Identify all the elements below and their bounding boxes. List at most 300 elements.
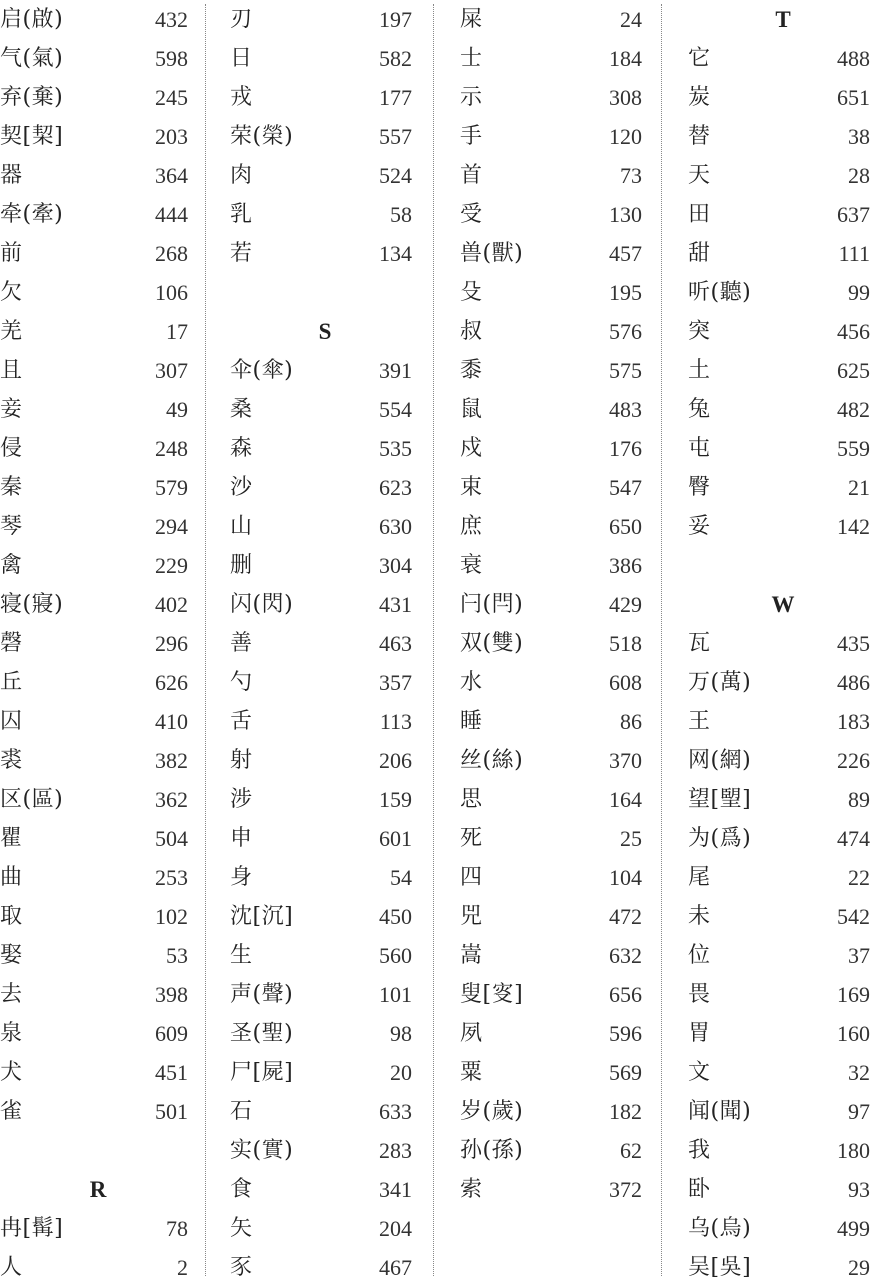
index-entry [460,390,650,429]
entry-page-number: 111 [838,241,870,266]
index-entry [688,897,878,936]
entry-page-number: 398 [155,982,188,1007]
entry-character: 删 [230,553,253,578]
index-entry [0,741,196,780]
entry-page-number: 456 [837,319,870,344]
entry-character: 水 [460,670,483,695]
entry-character: 为(爲) [688,826,752,851]
entry-page-number: 183 [837,709,870,734]
entry-page-number: 99 [848,280,870,305]
entry-character: 矢 [230,1216,253,1241]
entry-character: 瞿 [0,826,23,851]
entry-character: 若 [230,241,253,266]
entry-page-number: 410 [155,709,188,734]
index-entry [230,429,420,468]
entry-page-number: 54 [390,865,412,890]
entry-character: 善 [230,631,253,656]
entry-page-number: 160 [837,1021,870,1046]
blank-row [0,1131,196,1170]
index-entry [688,39,878,78]
entry-character: 网(網) [688,748,752,773]
index-entry [460,663,650,702]
index-entry [460,780,650,819]
index-entry [230,1170,420,1209]
entry-character: 森 [230,436,253,461]
index-entry [0,390,196,429]
index-entry [460,546,650,585]
index-entry [460,156,650,195]
entry-page-number: 245 [155,85,188,110]
index-entry [460,819,650,858]
index-entry [230,1014,420,1053]
index-entry [0,1209,196,1248]
entry-character: 肉 [230,163,253,188]
entry-page-number: 431 [379,592,412,617]
entry-character: 侵 [0,436,23,461]
entry-page-number: 203 [155,124,188,149]
entry-page-number: 53 [166,943,188,968]
index-entry [230,702,420,741]
entry-page-number: 294 [155,514,188,539]
index-entry [230,78,420,117]
index-entry [460,975,650,1014]
index-entry [230,1131,420,1170]
entry-character: 磬 [0,631,23,656]
index-entry [0,546,196,585]
entry-character: 位 [688,943,711,968]
index-entry [230,468,420,507]
index-entry [230,936,420,975]
entry-character: 庶 [460,514,483,539]
index-column-2 [230,0,420,1280]
index-entry [230,351,420,390]
index-entry [0,1014,196,1053]
index-entry [688,234,878,273]
entry-page-number: 101 [379,982,412,1007]
entry-page-number: 21 [848,475,870,500]
entry-character: 鼠 [460,397,483,422]
index-entry [460,78,650,117]
entry-page-number: 582 [379,46,412,71]
entry-character: 思 [460,787,483,812]
index-entry [230,156,420,195]
entry-character: 伞(傘) [230,358,294,383]
entry-character: 乌(烏) [688,1216,752,1241]
entry-character: 叔 [460,319,483,344]
index-entry [230,1092,420,1131]
entry-character: 食 [230,1177,253,1202]
index-entry [230,819,420,858]
entry-page-number: 432 [155,7,188,32]
entry-character: 沙 [230,475,253,500]
entry-character: 且 [0,358,23,383]
entry-page-number: 444 [155,202,188,227]
index-entry [688,780,878,819]
index-entry [460,0,650,39]
entry-character: 冉[髯] [0,1216,64,1241]
entry-page-number: 164 [609,787,642,812]
entry-character: 睡 [460,709,483,734]
index-entry [230,195,420,234]
index-entry [230,741,420,780]
index-entry [0,351,196,390]
entry-character: 夙 [460,1021,483,1046]
entry-page-number: 142 [837,514,870,539]
index-entry [460,1170,650,1209]
entry-page-number: 159 [379,787,412,812]
entry-character: 石 [230,1099,253,1124]
entry-character: 王 [688,709,711,734]
index-entry [0,1092,196,1131]
entry-page-number: 370 [609,748,642,773]
entry-character: 死 [460,826,483,851]
index-entry [0,897,196,936]
index-entry [230,897,420,936]
index-entry [688,624,878,663]
entry-character: 荣(榮) [230,124,294,149]
entry-page-number: 29 [848,1255,870,1280]
index-entry [230,0,420,39]
entry-page-number: 501 [155,1099,188,1124]
entry-character: 启(啟) [0,7,64,32]
entry-character: 叟[叜] [460,982,524,1007]
entry-character: 闻(聞) [688,1099,752,1124]
index-entry [460,897,650,936]
entry-page-number: 58 [390,202,412,227]
index-entry [688,702,878,741]
section-letter-heading: R [89,1177,107,1202]
entry-page-number: 120 [609,124,642,149]
index-entry [0,0,196,39]
entry-character: 尾 [688,865,711,890]
entry-character: 突 [688,319,711,344]
entry-page-number: 226 [837,748,870,773]
index-entry [688,819,878,858]
entry-page-number: 557 [379,124,412,149]
entry-character: 娶 [0,943,23,968]
index-entry [688,1053,878,1092]
index-entry [230,390,420,429]
entry-character: 示 [460,85,483,110]
index-entry [688,936,878,975]
index-entry [688,312,878,351]
index-entry [0,312,196,351]
entry-character: 刃 [230,7,253,32]
entry-page-number: 637 [837,202,870,227]
entry-character: 畏 [688,982,711,1007]
entry-character: 妾 [0,397,23,422]
index-entry [688,663,878,702]
entry-character: 申 [230,826,253,851]
index-entry [230,546,420,585]
entry-page-number: 20 [390,1060,412,1085]
entry-page-number: 623 [379,475,412,500]
index-entry [688,507,878,546]
entry-character: 兔 [688,397,711,422]
index-entry [230,39,420,78]
index-entry [460,1053,650,1092]
index-entry [0,702,196,741]
entry-character: 听(聽) [688,280,752,305]
index-entry [0,819,196,858]
entry-page-number: 113 [379,709,412,734]
entry-character: 吴[吳] [688,1255,752,1280]
entry-character: 丝(絲) [460,748,524,773]
index-entry [688,1092,878,1131]
entry-character: 琴 [0,514,23,539]
index-entry [230,585,420,624]
entry-page-number: 106 [155,280,188,305]
entry-character: 尸[屍] [230,1060,294,1085]
entry-page-number: 169 [837,982,870,1007]
index-entry [0,234,196,273]
entry-character: 羌 [0,319,23,344]
entry-page-number: 104 [609,865,642,890]
entry-page-number: 93 [848,1177,870,1202]
entry-character: 禽 [0,553,23,578]
entry-character: 粟 [460,1060,483,1085]
entry-character: 戍 [460,436,483,461]
entry-page-number: 542 [837,904,870,929]
entry-character: 妥 [688,514,711,539]
entry-character: 孙(孫) [460,1138,524,1163]
entry-character: 牵(牽) [0,202,64,227]
column-divider [205,4,206,1276]
entry-character: 胃 [688,1021,711,1046]
entry-page-number: 450 [379,904,412,929]
entry-page-number: 391 [379,358,412,383]
index-entry [0,117,196,156]
entry-page-number: 535 [379,436,412,461]
index-entry [460,702,650,741]
entry-page-number: 576 [609,319,642,344]
entry-character: 舌 [230,709,253,734]
entry-character: 束 [460,475,483,500]
entry-page-number: 49 [166,397,188,422]
index-entry [0,585,196,624]
entry-page-number: 357 [379,670,412,695]
entry-page-number: 524 [379,163,412,188]
index-entry [0,507,196,546]
index-entry [460,195,650,234]
index-entry [0,39,196,78]
entry-page-number: 364 [155,163,188,188]
index-entry [688,1248,878,1287]
index-entry [230,1053,420,1092]
index-entry [0,624,196,663]
entry-character: 去 [0,982,23,1007]
entry-page-number: 560 [379,943,412,968]
index-entry [688,117,878,156]
entry-character: 弃(棄) [0,85,64,110]
entry-page-number: 176 [609,436,642,461]
entry-page-number: 102 [155,904,188,929]
section-letter-heading: W [771,592,795,617]
index-entry [460,858,650,897]
entry-page-number: 633 [379,1099,412,1124]
entry-page-number: 651 [837,85,870,110]
entry-page-number: 97 [848,1099,870,1124]
index-entry [688,468,878,507]
entry-character: 射 [230,748,253,773]
entry-character: 未 [688,904,711,929]
index-entry [230,1248,420,1287]
entry-page-number: 482 [837,397,870,422]
entry-character: 涉 [230,787,253,812]
entry-page-number: 601 [379,826,412,851]
entry-page-number: 362 [155,787,188,812]
entry-page-number: 341 [379,1177,412,1202]
index-entry [0,1248,196,1287]
entry-character: 气(氣) [0,46,64,71]
index-entry [230,624,420,663]
entry-character: 士 [460,46,483,71]
entry-page-number: 486 [837,670,870,695]
entry-character: 替 [688,124,711,149]
entry-page-number: 248 [155,436,188,461]
entry-page-number: 372 [609,1177,642,1202]
entry-page-number: 626 [155,670,188,695]
index-entry [460,624,650,663]
entry-page-number: 24 [620,7,642,32]
entry-page-number: 253 [155,865,188,890]
entry-character: 岁(歲) [460,1099,524,1124]
index-entry [460,429,650,468]
entry-page-number: 429 [609,592,642,617]
entry-character: 兽(獸) [460,241,524,266]
entry-character: 文 [688,1060,711,1085]
index-entry [0,780,196,819]
index-entry [688,1014,878,1053]
index-entry [688,858,878,897]
entry-page-number: 37 [848,943,870,968]
entry-page-number: 518 [609,631,642,656]
entry-page-number: 467 [379,1255,412,1280]
entry-character: 器 [0,163,23,188]
entry-page-number: 463 [379,631,412,656]
index-entry [688,390,878,429]
entry-page-number: 579 [155,475,188,500]
entry-page-number: 89 [848,787,870,812]
column-divider [433,4,434,1276]
entry-page-number: 25 [620,826,642,851]
entry-character: 人 [0,1255,23,1280]
entry-character: 田 [688,202,711,227]
entry-page-number: 28 [848,163,870,188]
index-entry [230,858,420,897]
entry-page-number: 596 [609,1021,642,1046]
entry-character: 圣(聖) [230,1021,294,1046]
entry-page-number: 575 [609,358,642,383]
entry-page-number: 184 [609,46,642,71]
blank-row [230,273,420,312]
entry-page-number: 304 [379,553,412,578]
index-entry [460,507,650,546]
entry-character: 手 [460,124,483,149]
index-entry [0,273,196,312]
entry-page-number: 307 [155,358,188,383]
entry-page-number: 547 [609,475,642,500]
entry-page-number: 283 [379,1138,412,1163]
entry-page-number: 457 [609,241,642,266]
entry-page-number: 17 [166,319,188,344]
index-entry [0,468,196,507]
entry-character: 声(聲) [230,982,294,1007]
index-entry [230,234,420,273]
entry-character: 沈[沉] [230,904,294,929]
section-letter-heading: T [775,7,791,32]
entry-character: 日 [230,46,253,71]
entry-character: 甜 [688,241,711,266]
index-entry [460,351,650,390]
entry-page-number: 598 [155,46,188,71]
entry-character: 受 [460,202,483,227]
index-entry [460,1131,650,1170]
index-entry [0,858,196,897]
index-entry [460,585,650,624]
index-entry [230,507,420,546]
entry-character: 臀 [688,475,711,500]
entry-page-number: 32 [848,1060,870,1085]
entry-page-number: 177 [379,85,412,110]
index-entry [460,741,650,780]
entry-page-number: 474 [837,826,870,851]
entry-character: 炭 [688,85,711,110]
entry-character: 囚 [0,709,23,734]
entry-character: 屎 [460,7,483,32]
entry-page-number: 499 [837,1216,870,1241]
entry-page-number: 451 [155,1060,188,1085]
index-entry [688,1131,878,1170]
entry-character: 屯 [688,436,711,461]
column-divider [661,4,662,1276]
entry-page-number: 554 [379,397,412,422]
index-column-1 [0,0,196,1280]
index-entry [688,1209,878,1248]
entry-character: 闪(閃) [230,592,294,617]
entry-character: 泉 [0,1021,23,1046]
entry-character: 裘 [0,748,23,773]
entry-page-number: 483 [609,397,642,422]
entry-character: 兕 [460,904,483,929]
index-entry [688,156,878,195]
entry-page-number: 73 [620,163,642,188]
index-entry [460,39,650,78]
blank-row [688,546,878,585]
entry-character: 身 [230,865,253,890]
entry-page-number: 608 [609,670,642,695]
index-entry [0,195,196,234]
entry-page-number: 195 [609,280,642,305]
entry-page-number: 197 [379,7,412,32]
entry-character: 四 [460,865,483,890]
index-column-4 [688,0,878,1280]
entry-character: 天 [688,163,711,188]
entry-character: 索 [460,1177,483,1202]
index-entry [230,975,420,1014]
entry-character: 生 [230,943,253,968]
entry-character: 犬 [0,1060,23,1085]
index-entry [0,78,196,117]
entry-character: 雀 [0,1099,23,1124]
entry-character: 戎 [230,85,253,110]
entry-page-number: 308 [609,85,642,110]
entry-page-number: 98 [390,1021,412,1046]
entry-character: 它 [688,46,711,71]
entry-character: 闩(閂) [460,592,524,617]
index-entry [688,1170,878,1209]
entry-page-number: 656 [609,982,642,1007]
